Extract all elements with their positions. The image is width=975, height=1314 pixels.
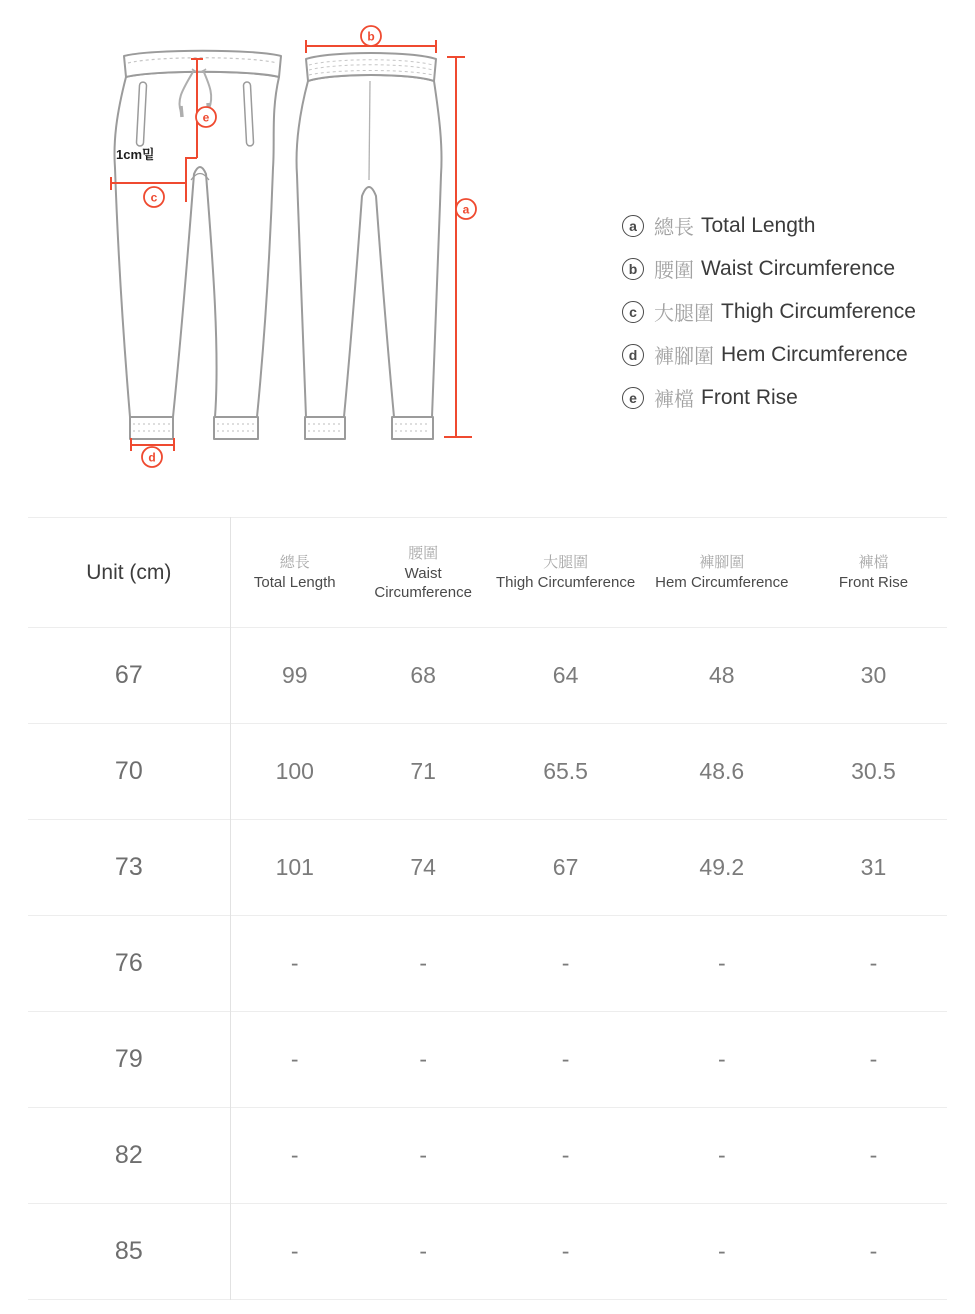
front-left-cuff [130,417,173,439]
marker-c-letter: c [150,190,158,205]
header-en: Waist Circumference [374,564,472,601]
front-right-cuff [214,417,258,439]
size-chart-table [28,517,947,1300]
value-cell: - [717,950,726,976]
diagram-note: 1cm밑 [116,147,155,162]
value-cell: - [717,1046,726,1072]
header-zh: 褲檔 [858,554,889,572]
size-cell: 82 [28,1108,230,1204]
legend-en-label: Front Rise [701,385,798,409]
unit-header-cell [28,518,230,628]
value-cell: 30 [860,662,887,688]
marker-d [142,447,162,467]
legend-zh-label: 腰圍 [654,260,694,282]
value-cell: - [869,1238,878,1264]
legend-zh-label: 總長 [654,217,694,239]
header-zh: 大腿圍 [543,554,589,572]
value-cell: - [717,1142,726,1168]
column-header-waist [359,518,488,628]
value-cell: 64 [552,662,579,688]
circle-d-icon: d [622,344,644,366]
size-cell: 85 [28,1204,230,1300]
marker-e [196,107,216,127]
value-cell: - [290,1142,299,1168]
header-zh: 總長 [279,554,310,572]
marker-b-letter: b [367,29,375,44]
value-cell: - [419,1142,427,1168]
value-cell: - [561,1046,570,1072]
value-cell: 68 [410,662,436,688]
value-cell: - [561,1142,570,1168]
value-cell: 30.5 [851,758,896,784]
value-cell: - [290,1238,299,1264]
legend-item-total-length [622,211,916,240]
value-cell: 48 [709,662,735,688]
value-cell: 101 [275,854,314,880]
table-row [28,1012,947,1108]
column-header-front-rise [800,518,947,628]
value-cell: 49.2 [699,854,745,880]
value-cell: - [717,1238,726,1264]
size-cell: 70 [28,724,230,820]
pants-back-view [296,53,441,439]
marker-b [361,26,381,46]
circle-a-icon: a [622,215,644,237]
size-cell: 79 [28,1012,230,1108]
measurement-legend [622,211,916,426]
value-cell: - [869,1046,878,1072]
marker-a-letter: a [462,202,470,217]
value-cell: 48.6 [699,758,745,784]
table-header-row [28,518,947,628]
table-row [28,1204,947,1300]
legend-item-front-rise [622,383,916,412]
table-row [28,724,947,820]
legend-en-label: Thigh Circumference [721,299,916,323]
pants-measurement-diagram [0,0,560,490]
value-cell: - [419,1238,427,1264]
size-cell: 67 [28,628,230,724]
header-en: Thigh Circumference [495,574,636,592]
value-cell: - [869,1142,878,1168]
marker-d-letter: d [148,450,156,465]
value-cell: 67 [552,854,579,880]
value-cell: 65.5 [543,758,588,784]
legend-zh-label: 褲腳圍 [654,346,714,368]
value-cell: 100 [275,758,314,784]
header-en: Total Length [253,574,336,592]
value-cell: - [290,950,299,976]
unit-label: Unit (cm) [86,560,172,584]
size-guide-figure [0,0,975,505]
column-header-total-length [230,518,359,628]
column-header-hem [644,518,800,628]
legend-zh-label: 褲檔 [654,389,694,411]
legend-en-label: Waist Circumference [701,256,896,280]
value-cell: 71 [410,758,436,784]
legend-item-thigh [622,297,916,326]
legend-item-hem [622,340,916,369]
size-cell: 73 [28,820,230,916]
value-cell: - [561,1238,570,1264]
back-left-cuff [305,417,345,439]
value-cell: - [419,950,427,976]
value-cell: - [419,1046,427,1072]
value-cell: 31 [860,854,887,880]
legend-en-label: Total Length [701,213,816,237]
table-row [28,820,947,916]
value-cell: 99 [281,662,308,688]
circle-c-icon: c [622,301,644,323]
table-row [28,628,947,724]
legend-zh-label: 大腿圍 [654,303,714,325]
circle-b-icon: b [622,258,644,280]
legend-en-label: Hem Circumference [721,342,908,366]
header-en: Front Rise [838,574,909,592]
marker-c [144,187,164,207]
marker-e-letter: e [202,110,210,125]
header-zh: 腰圍 [408,544,439,562]
circle-e-icon: e [622,387,644,409]
back-right-cuff [392,417,433,439]
table-row [28,1108,947,1204]
legend-item-waist [622,254,916,283]
header-zh: 褲腳圍 [699,554,745,572]
size-cell: 76 [28,916,230,1012]
header-en: Hem Circumference [655,574,789,592]
value-cell: - [561,950,570,976]
value-cell: 74 [410,854,436,880]
column-header-thigh [487,518,643,628]
marker-a [456,199,476,219]
value-cell: - [290,1046,299,1072]
table-row [28,916,947,1012]
value-cell: - [869,950,878,976]
